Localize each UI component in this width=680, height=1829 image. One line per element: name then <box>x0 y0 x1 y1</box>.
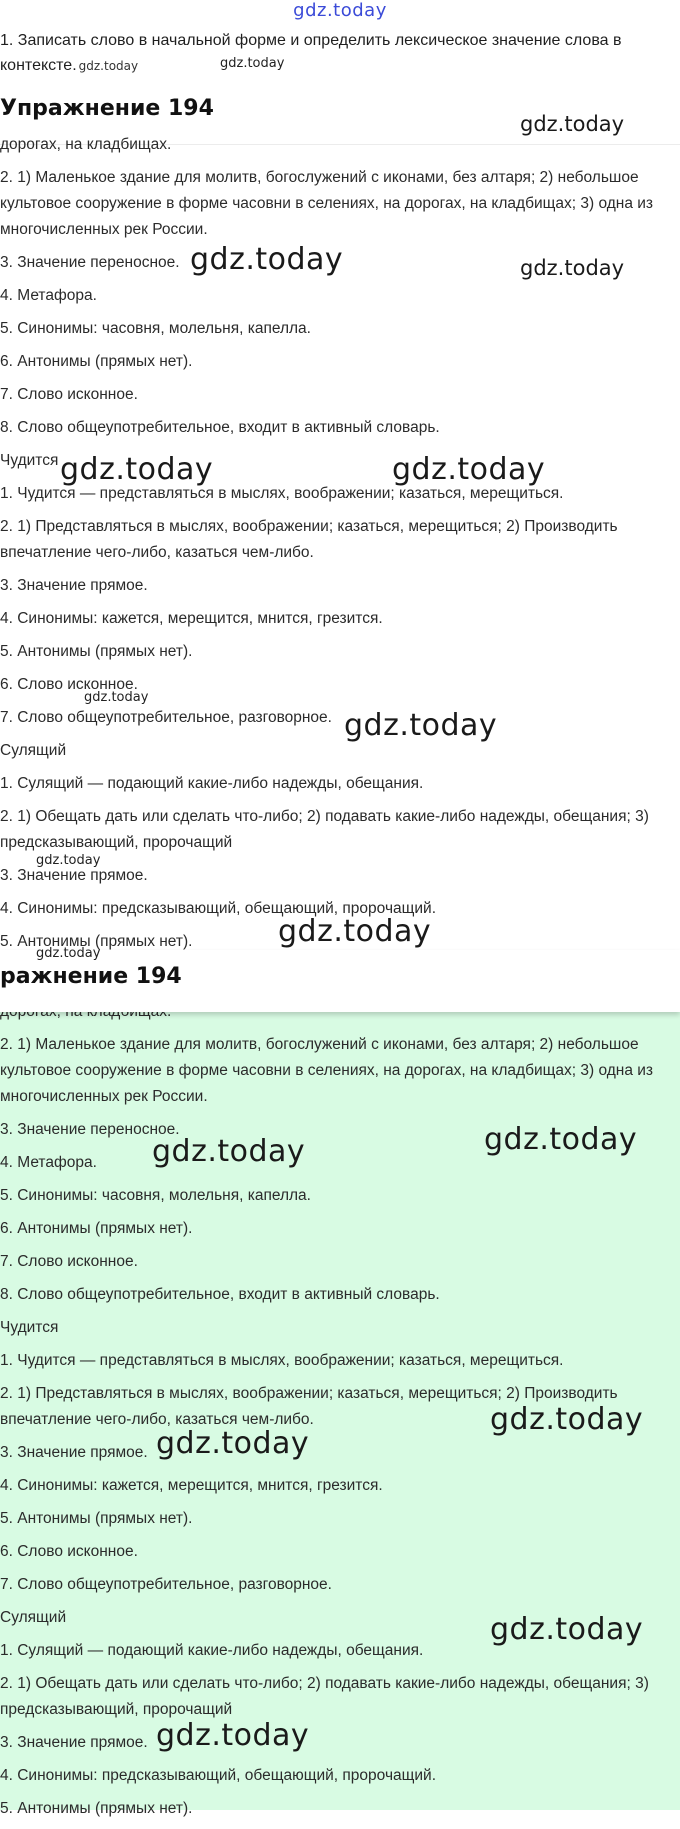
watermark-large: gdz.today <box>156 1718 310 1753</box>
top-watermark: gdz.today <box>293 0 387 21</box>
answer-line: 5. Антонимы (прямых нет). <box>0 1800 193 1817</box>
word-heading: Сулящий <box>0 1609 67 1626</box>
answer-line: 4. Синонимы: кажется, мерещится, мнится, грезится. <box>0 1477 383 1494</box>
answer-line: 4. Синонимы: предсказывающий, обещающий, пророчащий. <box>0 1767 437 1784</box>
answer-line: 6. Слово исконное. <box>0 676 138 693</box>
watermark-small: gdz.today <box>84 690 149 705</box>
exercise-heading: Упражнение 194 <box>0 96 214 121</box>
answer-line: 2. 1) Маленькое здание для молитв, богослужений с иконами, без алтаря; 2) небольшое культовое сооружение в форме часовни в селениях, на дорогах, на кладбищах; 3) одна из многочисленных рек России. <box>0 169 654 238</box>
watermark-large: gdz.today <box>490 1402 644 1437</box>
answer-line: 2. 1) Обещать дать или сделать что-либо; 2) подавать какие-либо надежды, обещания; 3) предсказывающий, пророчащий <box>0 1675 649 1718</box>
answer-line: 1. Чудится — представляться в мыслях, воображении; казаться, мерещиться. <box>0 1352 564 1369</box>
watermark-small: gdz.today <box>220 56 285 71</box>
answer-line: 5. Синонимы: часовня, молельня, капелла. <box>0 320 311 337</box>
answer-line: 7. Слово исконное. <box>0 1253 138 1270</box>
answer-line: 6. Слово исконное. <box>0 1543 138 1560</box>
answer-line: 5. Антонимы (прямых нет). <box>0 933 193 950</box>
answer-line: 6. Антонимы (прямых нет). <box>0 353 193 370</box>
watermark-large: gdz.today <box>490 1612 644 1647</box>
answer-line: 7. Слово общеупотребительное, разговорное. <box>0 1576 332 1593</box>
word-heading: Чудится <box>0 452 59 469</box>
exercise-heading-cropped: ражнение 194 <box>0 964 182 989</box>
answer-line: 4. Метафора. <box>0 1154 97 1171</box>
watermark-large: gdz.today <box>190 242 344 277</box>
watermark-large: gdz.today <box>484 1122 638 1157</box>
answer-line: 4. Синонимы: предсказывающий, обещающий, пророчащий. <box>0 900 437 917</box>
answer-line: 2. 1) Представляться в мыслях, воображении; казаться, мерещиться; 2) Производить впечатление чего-либо, казаться чем-либо. <box>0 518 618 561</box>
answer-line: 3. Значение переносное. <box>0 1121 180 1138</box>
answer-line: 4. Синонимы: кажется, мерещится, мнится, грезится. <box>0 610 383 627</box>
watermark-medium: gdz.today <box>520 256 625 280</box>
watermark-large: gdz.today <box>278 914 432 949</box>
answer-line: 3. Значение переносное. <box>0 254 180 271</box>
answer-line: 1. Сулящий — подающий какие-либо надежды, обещания. <box>0 775 424 792</box>
word-heading: Чудится <box>0 1319 59 1336</box>
answer-line: 3. Значение прямое. <box>0 577 148 594</box>
answer-line: 6. Антонимы (прямых нет). <box>0 1220 193 1237</box>
answer-line: 1. Чудится — представляться в мыслях, воображении; казаться, мерещиться. <box>0 485 564 502</box>
watermark-large: gdz.today <box>60 452 214 487</box>
word-heading: Сулящий <box>0 742 67 759</box>
answer-line: 8. Слово общеупотребительное, входит в активный словарь. <box>0 419 440 436</box>
answer-line: 5. Антонимы (прямых нет). <box>0 643 193 660</box>
watermark-medium: gdz.today <box>520 112 625 136</box>
answer-line: 1. Сулящий — подающий какие-либо надежды, обещания. <box>0 1642 424 1659</box>
answer-line: 2. 1) Представляться в мыслях, воображении; казаться, мерещиться; 2) Производить впечатление чего-либо, казаться чем-либо. <box>0 1385 618 1428</box>
inline-watermark: gdz.today <box>78 59 139 73</box>
watermark-small: gdz.today <box>36 946 101 961</box>
answer-line: 2. 1) Обещать дать или сделать что-либо; 2) подавать какие-либо надежды, обещания; 3) предсказывающий, пророчащий <box>0 808 649 851</box>
watermark-large: gdz.today <box>156 1426 310 1461</box>
watermark-small: gdz.today <box>36 853 101 868</box>
answer-line: 3. Значение прямое. <box>0 867 148 884</box>
answer-line: 8. Слово общеупотребительное, входит в активный словарь. <box>0 1286 440 1303</box>
answer-line: дорогах, на кладбищах. <box>0 136 172 153</box>
sticky-heading-banner <box>0 946 680 1012</box>
watermark-large: gdz.today <box>392 452 546 487</box>
answer-line: 2. 1) Маленькое здание для молитв, богослужений с иконами, без алтаря; 2) небольшое культовое сооружение в форме часовни в селениях, на дорогах, на кладбищах; 3) одна из многочисленных рек России. <box>0 1036 654 1105</box>
task-instruction <box>0 28 660 79</box>
answer-line: 5. Антонимы (прямых нет). <box>0 1510 193 1527</box>
answer-line: 5. Синонимы: часовня, молельня, капелла. <box>0 1187 311 1204</box>
answer-line: 3. Значение прямое. <box>0 1734 148 1751</box>
answer-line: 4. Метафора. <box>0 287 97 304</box>
answer-line: 7. Слово исконное. <box>0 386 138 403</box>
answer-line: 7. Слово общеупотребительное, разговорное. <box>0 709 332 726</box>
answer-line: 3. Значение прямое. <box>0 1444 148 1461</box>
watermark-large: gdz.today <box>344 708 498 743</box>
watermark-large: gdz.today <box>152 1134 306 1169</box>
task-text: 1. Записать слово в начальной форме и определить лексическое значение слова в контексте. <box>0 32 622 74</box>
